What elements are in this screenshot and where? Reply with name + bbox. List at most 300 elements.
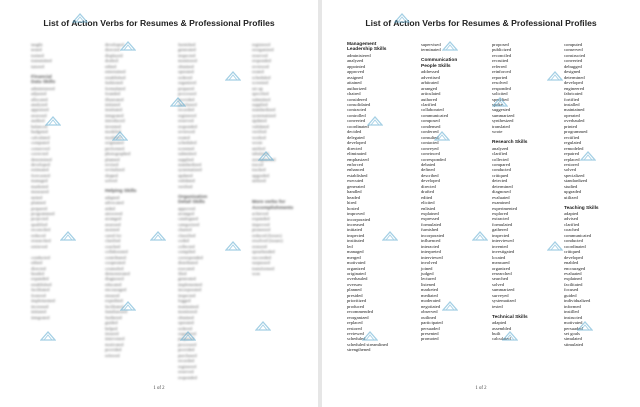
verb-item: appointed xyxy=(347,63,366,69)
verb-item: recommended xyxy=(347,309,374,315)
verb-item: cooperated xyxy=(105,260,126,266)
verb-item: fortified xyxy=(564,96,580,102)
verb-item: headed xyxy=(347,194,361,200)
verb-item: surpassed xyxy=(252,260,270,266)
section-heading: Data Skills xyxy=(31,80,56,86)
watermark-logo-icon xyxy=(72,12,88,24)
page-2-column-3 xyxy=(492,42,528,342)
watermark-logo-icon xyxy=(112,130,128,142)
verb-item: lectured xyxy=(421,276,436,282)
verb-item: established xyxy=(347,172,368,178)
verb-item: conducted xyxy=(31,254,50,260)
verb-item: analyzed xyxy=(492,145,509,151)
verb-item: prepared xyxy=(31,205,48,211)
verb-item: illustrated xyxy=(105,96,124,102)
verb-item: incorporated xyxy=(421,232,445,238)
verb-item: developed xyxy=(564,80,583,86)
verb-item: conserved xyxy=(31,145,50,151)
watermark-logo-icon xyxy=(150,230,166,242)
verb-item: eliminated xyxy=(347,151,367,157)
verb-item: categorized xyxy=(178,221,200,227)
verb-item: expedited xyxy=(105,298,123,304)
verb-item: clarified xyxy=(105,238,121,244)
verb-item: calculated xyxy=(31,134,50,140)
verb-item: scheduled streamlined xyxy=(347,341,388,347)
verb-item: chaired xyxy=(347,91,361,97)
watermark-logo-icon xyxy=(180,330,196,342)
document-title: List of Action Verbs for Resumes & Professional Profiles xyxy=(43,18,275,28)
section-heading: Accomplishments xyxy=(252,205,294,211)
verb-item: enlisted xyxy=(421,205,436,211)
verb-item: worked xyxy=(252,134,266,140)
watermark-logo-icon xyxy=(362,330,378,342)
verb-item: regulated xyxy=(564,140,582,146)
verb-item: organized xyxy=(178,80,197,86)
verb-item: set goals xyxy=(564,331,580,336)
verb-item: invented xyxy=(105,123,121,129)
verb-item: verified xyxy=(252,129,267,135)
verb-item: maintained xyxy=(178,303,199,309)
verb-item: registered xyxy=(178,112,197,118)
verb-item: improved xyxy=(252,221,270,227)
verb-item: computed xyxy=(564,42,583,47)
verb-item: ensured xyxy=(105,292,120,298)
verb-item: contracted xyxy=(347,107,367,113)
verb-item: integrated xyxy=(105,112,124,118)
verb-item: terminated xyxy=(421,47,441,53)
verb-item: edited xyxy=(421,194,433,200)
page-number: 1 of 2 xyxy=(153,386,165,391)
verb-item: verified xyxy=(178,183,193,189)
verb-item: budgeted xyxy=(31,129,48,135)
verb-item: investigated xyxy=(492,249,515,255)
verb-item: presided xyxy=(347,292,363,298)
verb-item: modeled xyxy=(105,129,121,135)
verb-item: arbitrated xyxy=(421,80,439,86)
verb-item: individualized xyxy=(564,298,591,304)
verb-item: organized xyxy=(178,331,197,336)
verb-item: built xyxy=(492,330,501,336)
verb-item: expanded xyxy=(31,276,49,282)
verb-item: encouraged xyxy=(564,265,586,271)
verb-item: studied xyxy=(564,183,578,189)
verb-item: interacted xyxy=(421,243,440,249)
verb-item: collaborated xyxy=(421,107,444,113)
verb-item: recorded xyxy=(178,358,195,364)
verb-item: reserved xyxy=(252,52,268,58)
verb-item: assessed xyxy=(31,112,47,118)
verb-item: facilitated xyxy=(31,287,50,293)
watermark-logo-icon xyxy=(60,230,76,242)
verb-item: systematized xyxy=(178,167,202,173)
verb-item: reviewed xyxy=(252,63,269,69)
verb-item: compared xyxy=(492,161,511,167)
verb-item: gathered xyxy=(492,227,508,233)
verb-item: prepared xyxy=(178,85,195,91)
verb-item: responded xyxy=(178,123,197,129)
verb-item: corresponded xyxy=(178,254,203,260)
page-2-column-2 xyxy=(421,42,457,342)
verb-item: ordered xyxy=(178,325,193,331)
verb-item: aided xyxy=(105,205,115,211)
verb-item: reconciled xyxy=(31,227,51,233)
verb-item: incorporated xyxy=(178,287,202,293)
verb-item: decided xyxy=(347,129,362,135)
watermark-logo-icon xyxy=(120,300,136,312)
verb-item: guided xyxy=(564,292,577,298)
verb-item: initiated xyxy=(105,101,121,107)
verb-item: originated xyxy=(105,140,124,146)
verb-item: defined xyxy=(421,167,435,173)
verb-item: organized xyxy=(492,265,511,271)
verb-item: described xyxy=(421,172,439,178)
verb-item: solved xyxy=(564,167,576,173)
verb-item: specified xyxy=(492,96,509,102)
verb-item: reserved xyxy=(178,118,194,124)
verb-item: outlined xyxy=(421,314,437,320)
verb-item: increased xyxy=(31,303,49,309)
section-heading: More verbs for xyxy=(252,200,286,206)
verb-item: collaborated xyxy=(105,249,128,255)
verb-item: developed xyxy=(31,161,50,167)
verb-item: generated xyxy=(347,183,365,189)
verb-item: generated xyxy=(178,276,196,282)
verb-item: composed xyxy=(421,118,440,124)
verb-item: standardized xyxy=(252,107,276,113)
verb-item: upgraded xyxy=(564,189,582,195)
verb-item: directed xyxy=(347,145,362,151)
verb-item: recorded xyxy=(178,107,195,113)
verb-item: instituted xyxy=(347,238,365,244)
verb-item: fabricated xyxy=(564,91,583,97)
verb-item: experimented xyxy=(492,205,517,211)
verb-item: synthesized xyxy=(492,118,514,124)
verb-item: advertised xyxy=(421,74,440,80)
verb-item: simulated xyxy=(564,336,582,342)
verb-item: set up xyxy=(252,85,263,91)
watermark-logo-icon xyxy=(394,12,410,24)
verb-item: responded xyxy=(178,374,197,380)
verb-item: conducted xyxy=(492,167,511,173)
verb-item: adapted xyxy=(492,320,507,326)
verb-item: standardized xyxy=(178,161,202,167)
verb-item: motivated xyxy=(105,341,124,347)
verb-item: assembled xyxy=(492,325,512,331)
verb-item: estimated xyxy=(31,167,49,173)
verb-item: administered xyxy=(31,85,55,91)
verb-item: assisted xyxy=(105,227,120,233)
verb-item: programmed xyxy=(31,211,55,217)
page-number: 1 of 2 xyxy=(475,386,487,391)
verb-item: detected xyxy=(492,178,508,184)
verb-item: diagnosed xyxy=(492,189,511,195)
verb-item: trained xyxy=(31,52,44,58)
verb-item: coordinated xyxy=(347,123,369,129)
verb-item: revitalized xyxy=(105,167,125,173)
verb-item: determined xyxy=(492,183,513,189)
verb-item: interviewed xyxy=(492,238,514,244)
verb-item: authored xyxy=(421,96,438,102)
verb-item: charted xyxy=(178,227,192,233)
verb-item: updated xyxy=(252,118,267,124)
verb-item: evaluated xyxy=(564,271,582,277)
verb-item: specified xyxy=(252,91,269,97)
verb-item: enabled xyxy=(564,260,579,266)
verb-item: translated xyxy=(492,123,510,129)
verb-item: generated xyxy=(178,47,196,53)
verb-item: delegated xyxy=(347,134,365,140)
verb-item: engineered xyxy=(564,85,585,91)
watermark-logo-icon xyxy=(502,330,518,342)
verb-item: assigned xyxy=(347,74,363,80)
verb-item: hosted xyxy=(347,205,359,211)
verb-item: integrated xyxy=(31,314,50,320)
verb-item: compiled xyxy=(178,249,196,255)
verb-item: monitored xyxy=(178,309,197,315)
verb-item: counseled xyxy=(105,265,124,271)
verb-item: controlled xyxy=(347,112,366,118)
verb-item: initiated xyxy=(31,309,47,315)
verb-item: implemented xyxy=(31,298,55,304)
verb-item: critiqued xyxy=(564,249,581,255)
section-heading: Detail Skills xyxy=(178,200,205,206)
verb-item: invented xyxy=(492,243,508,249)
verb-item: demonstrated xyxy=(105,271,130,277)
verb-item: insured xyxy=(105,331,119,336)
watermark-logo-icon xyxy=(472,230,488,242)
verb-item: reserved xyxy=(178,369,194,375)
verb-item: provided xyxy=(178,347,195,353)
verb-item: upgraded xyxy=(252,172,270,178)
verb-item: debugged xyxy=(564,63,582,69)
verb-item: searched xyxy=(492,276,509,282)
verb-item: solicited xyxy=(492,91,508,97)
verb-item: motivated xyxy=(347,260,366,266)
verb-item: joined xyxy=(421,265,433,271)
verb-item: influenced xyxy=(421,238,441,244)
verb-item: programmed xyxy=(564,129,588,135)
verb-item: designed xyxy=(564,69,581,75)
verb-item: considered xyxy=(347,96,367,102)
verb-item: explained xyxy=(421,211,439,217)
verb-item: furnished xyxy=(178,42,196,47)
verb-item: condensed xyxy=(421,123,441,129)
verb-item: explained xyxy=(564,276,582,282)
verb-item: processed xyxy=(178,91,197,97)
verb-item: reconciled xyxy=(492,52,512,58)
verb-item: corresponded xyxy=(421,156,446,162)
verb-item: participated xyxy=(421,320,443,326)
verb-item: analyzed xyxy=(31,101,48,107)
verb-item: responded xyxy=(252,58,271,64)
verb-item: elicited xyxy=(421,200,435,206)
verb-item: furthered xyxy=(105,314,122,320)
verb-item: summarized xyxy=(492,287,515,293)
verb-item: researched xyxy=(492,271,512,277)
verb-item: determined xyxy=(564,74,585,80)
section-heading: Organization xyxy=(178,194,208,200)
watermark-logo-icon xyxy=(580,150,596,162)
verb-item: tabulated xyxy=(252,151,269,157)
verb-item: instituted xyxy=(105,107,123,113)
verb-item: marketed xyxy=(421,287,439,293)
verb-item: referred xyxy=(492,63,507,69)
verb-item: inspected xyxy=(178,52,196,58)
verb-item: operated xyxy=(564,112,580,118)
verb-item: overhauled xyxy=(347,276,368,282)
verb-item: formulated xyxy=(105,85,126,91)
verb-item: established xyxy=(31,281,52,287)
verb-item: validated xyxy=(252,123,269,129)
verb-item: approved xyxy=(178,205,196,211)
verb-item: consulted xyxy=(421,134,439,140)
verb-item: persuaded xyxy=(564,325,583,331)
verb-item: retrieved xyxy=(31,243,48,249)
verb-item: conveyed xyxy=(421,145,439,151)
verb-item: converted xyxy=(347,118,366,124)
verb-item: scheduled xyxy=(252,74,271,80)
verb-item: constructed xyxy=(564,52,586,58)
verb-item: updated xyxy=(178,172,193,178)
verb-item: routed xyxy=(178,134,190,140)
verb-item: tested xyxy=(31,47,42,53)
verb-item: reorganized xyxy=(347,314,369,320)
verb-item: involved xyxy=(421,260,438,266)
verb-item: adapted xyxy=(105,194,120,200)
verb-item: consolidated xyxy=(347,101,371,107)
verb-item: implemented xyxy=(178,281,202,287)
verb-item: researched xyxy=(31,238,51,244)
verb-item: audited xyxy=(31,118,45,124)
verb-item: executed xyxy=(178,265,195,271)
verb-item: pioneered xyxy=(252,227,271,233)
verb-item: wrote xyxy=(492,129,503,135)
verb-item: conferred xyxy=(421,129,439,135)
verb-item: performed xyxy=(105,145,125,151)
watermark-logo-icon xyxy=(577,320,593,332)
verb-item: purchased xyxy=(178,101,197,107)
verb-item: contributed xyxy=(105,254,126,260)
verb-item: expanded xyxy=(252,216,270,222)
verb-item: spearheaded xyxy=(252,249,275,255)
section-heading: Financial xyxy=(31,74,52,80)
watermark-logo-icon xyxy=(225,240,241,252)
verb-item: provided xyxy=(105,347,122,353)
section-heading: Teaching Skills xyxy=(564,205,599,211)
verb-item: evaluated xyxy=(492,194,510,200)
verb-item: directed xyxy=(105,47,120,53)
verb-item: determined xyxy=(31,156,52,162)
verb-item: mediated xyxy=(421,292,438,298)
watermark-logo-icon xyxy=(120,40,136,52)
watermark-logo-icon xyxy=(547,240,563,252)
verb-item: projected xyxy=(31,216,49,222)
verb-item: printed xyxy=(564,123,578,129)
verb-item: computed xyxy=(31,140,50,146)
verb-item: originated xyxy=(347,271,366,277)
verb-item: logged xyxy=(178,298,191,304)
verb-item: enforced xyxy=(347,161,364,167)
verb-item: assessed xyxy=(105,221,121,227)
page-2 xyxy=(322,0,640,407)
verb-item: measured xyxy=(31,189,49,195)
verb-item: displayed xyxy=(105,52,123,58)
verb-item: transmitted xyxy=(31,58,52,64)
verb-item: screened xyxy=(178,145,195,151)
verb-item: prepared xyxy=(178,336,195,342)
verb-item: expressed xyxy=(421,216,440,222)
page-2-column-4 xyxy=(564,42,599,347)
verb-item: hired xyxy=(347,200,357,206)
verb-item: planned xyxy=(31,200,46,206)
verb-item: unified xyxy=(252,145,266,151)
verb-item: formulated xyxy=(492,221,513,227)
verb-item: obtained xyxy=(178,314,194,320)
verb-item: supplied xyxy=(178,156,194,162)
verb-item: facilitated xyxy=(105,303,124,309)
verb-item: handled xyxy=(347,189,362,195)
verb-item: solved xyxy=(492,281,504,287)
verb-item: responded xyxy=(492,85,511,91)
page-1-column-1 xyxy=(31,42,55,320)
verb-item: communicated xyxy=(421,112,449,118)
verb-item: tested xyxy=(492,303,503,309)
watermark-logo-icon xyxy=(547,70,563,82)
verb-item: operated xyxy=(178,320,194,326)
verb-item: reinforced xyxy=(492,69,511,75)
verb-item: helped xyxy=(105,325,118,331)
verb-item: inspected xyxy=(347,232,365,238)
verb-item: obtained xyxy=(178,63,194,69)
verb-item: qualified xyxy=(31,221,48,227)
verb-item: observed xyxy=(421,309,438,315)
verb-item: monitored xyxy=(178,58,197,64)
verb-item: routed xyxy=(252,69,264,75)
verb-item: purchased xyxy=(178,352,197,358)
verb-item: traced xyxy=(252,161,264,167)
verb-item: transformed xyxy=(252,265,275,271)
verb-item: furnished xyxy=(421,227,439,233)
verb-item: clarified xyxy=(492,151,508,157)
verb-item: managed xyxy=(347,249,364,255)
verb-item: drafted xyxy=(421,189,435,195)
verb-item: instructed xyxy=(564,314,583,320)
verb-item: founded xyxy=(105,91,121,97)
verb-item: balanced xyxy=(31,123,48,129)
verb-item: reviewed xyxy=(178,129,195,135)
verb-item: distributed xyxy=(178,260,198,266)
verb-item: explored xyxy=(492,211,509,217)
verb-item: recruited xyxy=(492,58,509,64)
verb-item: strengthened xyxy=(347,347,371,353)
verb-item: entertained xyxy=(105,69,126,75)
verb-item: contacted xyxy=(421,140,439,146)
watermark-logo-icon xyxy=(367,115,383,127)
verb-item: screened xyxy=(252,80,269,86)
verb-item: executed xyxy=(347,178,364,184)
verb-item: classified xyxy=(178,232,196,238)
verb-item: directed xyxy=(31,265,46,271)
verb-item: fashioned xyxy=(105,80,123,86)
verb-item: oversaw xyxy=(347,281,363,287)
verb-item: restored xyxy=(347,325,362,331)
verb-item: facilitated xyxy=(564,281,583,287)
verb-item: registered xyxy=(252,42,271,47)
verb-item: interpreted xyxy=(421,249,441,255)
verb-item: promoted xyxy=(421,336,439,342)
verb-item: planned xyxy=(347,287,362,293)
verb-item: adapted xyxy=(564,211,579,217)
